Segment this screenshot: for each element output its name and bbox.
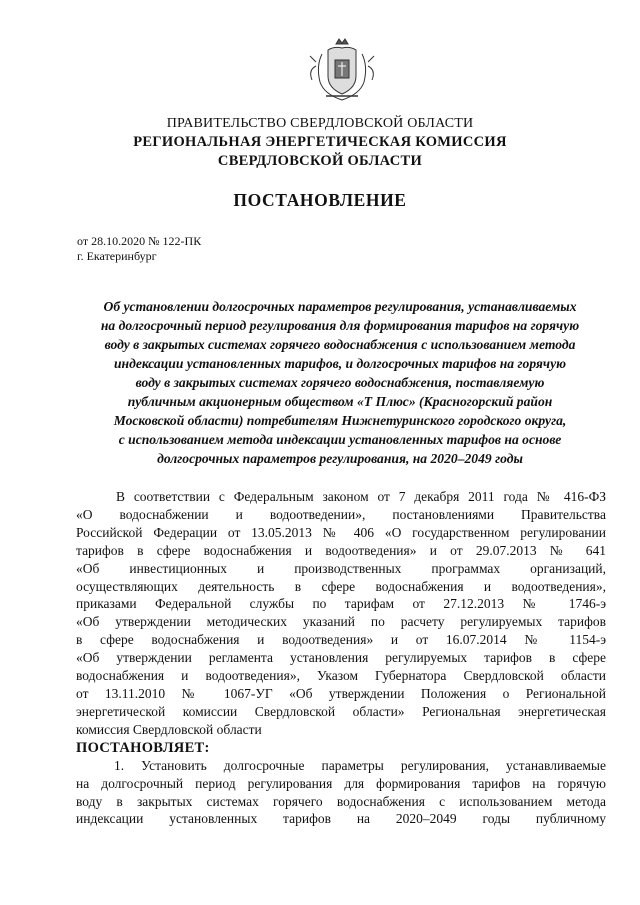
preamble-line: «Об утверждении методических указаний по расчету регулируемых тарифов bbox=[76, 614, 606, 630]
preamble-line: в сфере водоснабжения и водоотведения» и от 16.07.2014 № 1154-э bbox=[76, 632, 606, 648]
subject-line: на долгосрочный период регулирования для формирования тарифов на горячую bbox=[100, 318, 580, 333]
preamble-line: комиссия Свердловской области bbox=[76, 721, 262, 737]
subject-line: с использованием метода индексации установленных тарифов на основе bbox=[118, 432, 562, 447]
item-line: на долгосрочный период регулирования для формирования тарифов на горячую bbox=[76, 775, 606, 791]
preamble-line: приказами Федеральной службы по тарифам от 27.12.2013 № 1746-э bbox=[76, 596, 606, 612]
preamble-line: «Об инвестиционных и производственных программах организаций, bbox=[76, 560, 606, 576]
preamble-line: водоснабжения и водоотведения», Указом Губернатора Свердловской области bbox=[76, 668, 606, 684]
document-place: г. Екатеринбург bbox=[77, 249, 157, 263]
preamble-line: осуществляющих деятельность в сфере водоснабжения и водоотведения», bbox=[76, 578, 606, 594]
commission-region: СВЕРДЛОВСКОЙ ОБЛАСТИ bbox=[217, 153, 423, 169]
subject-line: воду в закрытых системах горячего водоснабжения, поставляемую bbox=[135, 375, 545, 390]
subject-line: Об установлении долгосрочных параметров регулирования, устанавливаемых bbox=[103, 299, 577, 314]
preamble-line: В соответствии с Федеральным законом от 7 декабря 2011 года № 416-ФЗ bbox=[116, 489, 606, 504]
item-line: индексации установленных тарифов на 2020–2049 годы публичному bbox=[76, 811, 606, 827]
coat-of-arms-emblem bbox=[302, 36, 382, 106]
document-body bbox=[76, 488, 606, 828]
document-type: ПОСТАНОВЛЕНИЕ bbox=[233, 190, 407, 210]
subject-line: индексации установленных тарифов, и долгосрочных тарифов на горячую bbox=[113, 356, 567, 371]
subject-line: воду в закрытых системах горячего водоснабжения с использованием метода bbox=[104, 337, 576, 352]
document-subject bbox=[70, 297, 610, 468]
preamble-line: энергетической комиссии Свердловской области» Региональная энергетическая bbox=[76, 703, 606, 719]
subject-line: публичным акционерным обществом «Т Плюс» (Красногорский район bbox=[127, 394, 553, 409]
preamble-line: от 13.11.2010 № 1067-УГ «Об утверждении Положения о Региональной bbox=[76, 685, 606, 701]
preamble-line: «О водоснабжении и водоотведении», постановлениями Правительства bbox=[76, 506, 606, 522]
subject-line: долгосрочных параметров регулирования, на 2020–2049 годы bbox=[157, 451, 523, 466]
commission-name: РЕГИОНАЛЬНАЯ ЭНЕРГЕТИЧЕСКАЯ КОМИССИЯ bbox=[133, 134, 507, 150]
document-date-number: от 28.10.2020 № 122-ПК bbox=[77, 234, 202, 248]
decree-heading: ПОСТАНОВЛЯЕТ: bbox=[76, 739, 210, 756]
subject-line: Московской области) потребителям Нижнетуринского городского округа, bbox=[113, 413, 567, 428]
government-name: ПРАВИТЕЛЬСТВО СВЕРДЛОВСКОЙ ОБЛАСТИ bbox=[166, 116, 474, 131]
preamble-line: тарифов в сфере водоснабжения и водоотведения» и от 29.07.2013 № 641 bbox=[76, 542, 606, 558]
item-line: воду в закрытых системах горячего водоснабжения с использованием метода bbox=[76, 793, 606, 809]
preamble-line: Российской Федерации от 13.05.2013 № 406 «О государственном регулировании bbox=[76, 524, 606, 540]
preamble-line: «Об утверждении регламента установления регулируемых тарифов в сфере bbox=[76, 650, 606, 666]
item-line: 1. Установить долгосрочные параметры регулирования, устанавливаемые bbox=[114, 757, 606, 773]
